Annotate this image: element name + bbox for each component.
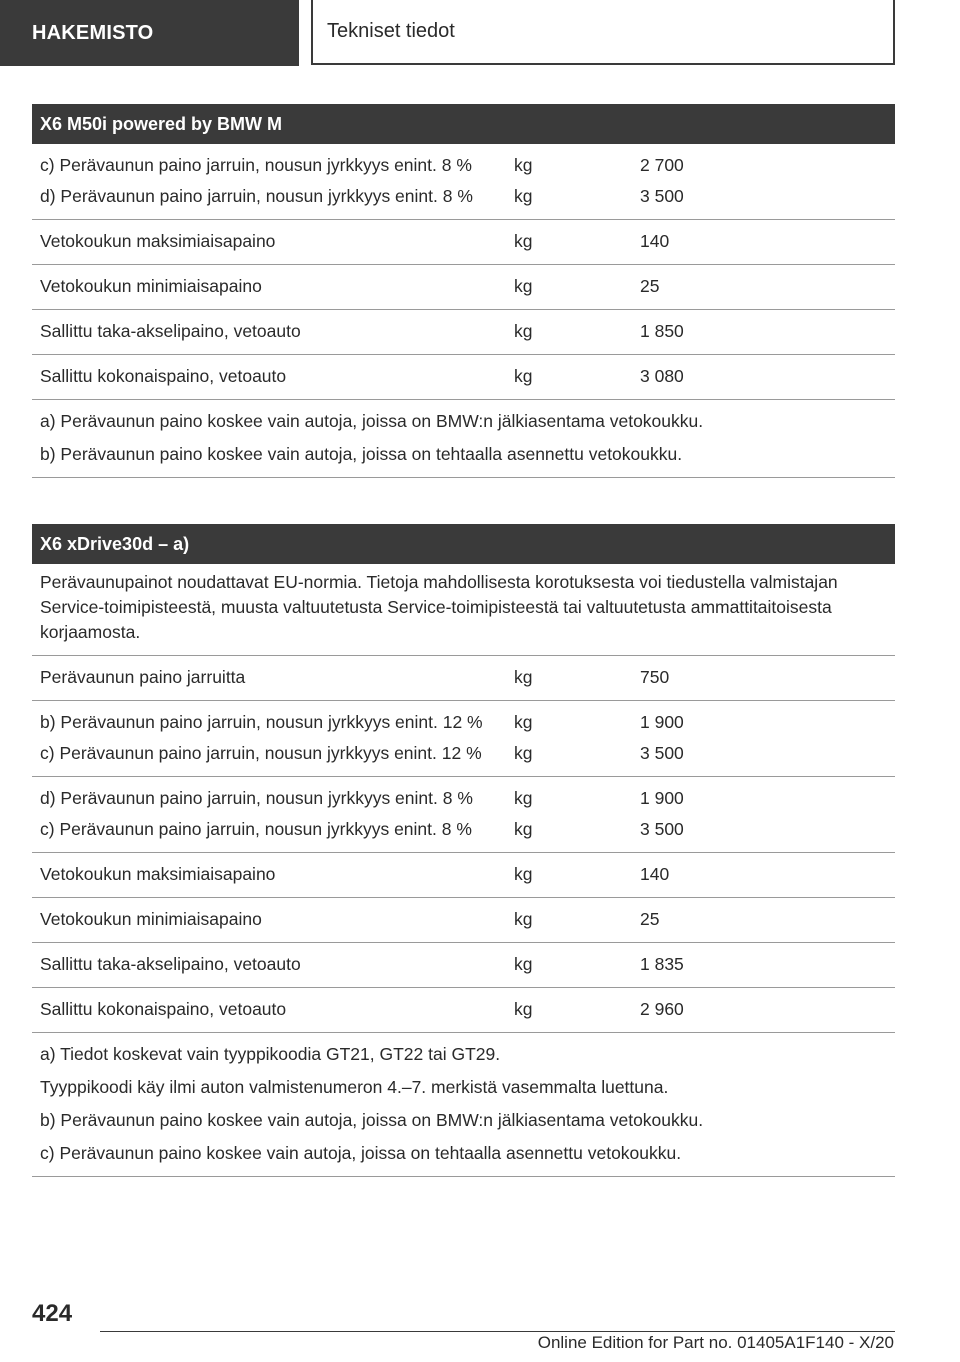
value-text: 1 900 (640, 788, 684, 808)
unit-text: kg (514, 155, 533, 175)
unit-text: kg (514, 864, 533, 884)
row-label (32, 777, 514, 852)
row-value (640, 701, 895, 776)
table-notes (32, 1033, 895, 1177)
label-text: Vetokoukun maksimiaisapaino (40, 864, 276, 884)
table-row (32, 265, 895, 310)
value-text: 2 960 (640, 999, 684, 1019)
unit-text: kg (514, 788, 533, 808)
unit-text: kg (514, 954, 533, 974)
table-row (32, 777, 895, 853)
table-row (32, 355, 895, 400)
row-unit (514, 701, 640, 776)
table-rows (32, 656, 895, 1033)
label-text: c) Perävaunun paino jarruin, nousun jyrkkyys enint. 12 % (40, 743, 482, 763)
label-text: d) Perävaunun paino jarruin, nousun jyrkkyys enint. 8 % (40, 788, 473, 808)
value-text: 140 (640, 231, 670, 251)
row-value (640, 355, 895, 399)
value-text: 25 (640, 909, 660, 929)
footer-divider (100, 1331, 895, 1332)
value-text: 140 (640, 864, 670, 884)
row-label (32, 355, 514, 399)
label-text: Perävaunun paino jarruitta (40, 667, 246, 687)
table-row (32, 943, 895, 988)
spec-table-x6-m50i (32, 104, 895, 478)
top-bar (0, 0, 960, 66)
label-text: c) Perävaunun paino jarruin, nousun jyrkkyys enint. 8 % (40, 155, 472, 175)
value-text: 3 500 (640, 186, 684, 206)
row-value (640, 853, 895, 897)
row-unit (514, 265, 640, 309)
row-label (32, 943, 514, 987)
table-row (32, 853, 895, 898)
row-unit (514, 656, 640, 700)
table-intro: Perävaunupainot noudattavat EU-normia. Tietoja mahdollisesta korotuksesta voi tiedustella valmistajan Service-toimipisteestä, muusta valtuutetusta Service-toimipisteestä tai valtuutetusta ammattitaitoisesta korjaamosta. (32, 564, 895, 656)
value-text: 25 (640, 276, 660, 296)
row-value (640, 898, 895, 942)
index-tab[interactable]: HAKEMISTO (0, 0, 299, 66)
label-text: Sallittu taka-akselipaino, vetoauto (40, 954, 301, 974)
table-title: X6 xDrive30d – a) (32, 524, 895, 564)
footnote: b) Perävaunun paino koskee vain autoja, joissa on tehtaalla asennettu vetokoukku. (40, 444, 683, 464)
value-text: 750 (640, 667, 670, 687)
unit-text: kg (514, 999, 533, 1019)
footnote: Tyyppikoodi käy ilmi auton valmistenumeron 4.–7. merkistä vasemmalta luettuna. (40, 1077, 669, 1097)
table-row (32, 656, 895, 701)
value-text: 3 500 (640, 819, 684, 839)
label-text: Sallittu kokonaispaino, vetoauto (40, 366, 287, 386)
label-text: Vetokoukun maksimiaisapaino (40, 231, 276, 251)
row-value (640, 656, 895, 700)
label-text: Vetokoukun minimiaisapaino (40, 276, 262, 296)
footnote: a) Tiedot koskevat vain tyyppikoodia GT21, GT22 tai GT29. (40, 1044, 501, 1064)
row-unit (514, 144, 640, 219)
table-row (32, 898, 895, 943)
footnote: b) Perävaunun paino koskee vain autoja, joissa on BMW:n jälkiasentama vetokoukku. (40, 1110, 704, 1130)
row-label (32, 898, 514, 942)
table-row (32, 310, 895, 355)
table-row (32, 701, 895, 777)
table-row (32, 988, 895, 1033)
value-text: 1 850 (640, 321, 684, 341)
row-unit (514, 943, 640, 987)
table-notes (32, 400, 895, 478)
page-number: 424 (32, 1300, 73, 1327)
row-label (32, 701, 514, 776)
table-row (32, 220, 895, 265)
row-value (640, 310, 895, 354)
row-unit (514, 988, 640, 1032)
unit-text: kg (514, 667, 533, 687)
unit-text: kg (514, 276, 533, 296)
row-label (32, 220, 514, 264)
row-label (32, 853, 514, 897)
row-unit (514, 777, 640, 852)
row-value (640, 144, 895, 219)
row-value (640, 220, 895, 264)
footnote: c) Perävaunun paino koskee vain autoja, joissa on tehtaalla asennettu vetokoukku. (40, 1143, 682, 1163)
row-label (32, 988, 514, 1032)
row-label (32, 265, 514, 309)
unit-text: kg (514, 186, 533, 206)
edition-footer: Online Edition for Part no. 01405A1F140 - X/20 (537, 1333, 894, 1352)
row-value (640, 777, 895, 852)
label-text: c) Perävaunun paino jarruin, nousun jyrkkyys enint. 8 % (40, 819, 472, 839)
footnote: a) Perävaunun paino koskee vain autoja, joissa on BMW:n jälkiasentama vetokoukku. (40, 411, 704, 431)
label-text: b) Perävaunun paino jarruin, nousun jyrkkyys enint. 12 % (40, 712, 483, 732)
row-unit (514, 898, 640, 942)
row-value (640, 943, 895, 987)
row-label (32, 656, 514, 700)
row-unit (514, 220, 640, 264)
unit-text: kg (514, 321, 533, 341)
label-text: Sallittu kokonaispaino, vetoauto (40, 999, 287, 1019)
unit-text: kg (514, 366, 533, 386)
row-unit (514, 853, 640, 897)
value-text: 2 700 (640, 155, 684, 175)
unit-text: kg (514, 819, 533, 839)
unit-text: kg (514, 743, 533, 763)
row-unit (514, 310, 640, 354)
unit-text: kg (514, 231, 533, 251)
value-text: 1 900 (640, 712, 684, 732)
label-text: Vetokoukun minimiaisapaino (40, 909, 262, 929)
row-value (640, 265, 895, 309)
table-row (32, 144, 895, 220)
value-text: 3 500 (640, 743, 684, 763)
row-label (32, 144, 514, 219)
value-text: 1 835 (640, 954, 684, 974)
table-title: X6 M50i powered by BMW M (32, 104, 895, 144)
table-rows (32, 144, 895, 400)
row-value (640, 988, 895, 1032)
label-text: Sallittu taka-akselipaino, vetoauto (40, 321, 301, 341)
label-text: d) Perävaunun paino jarruin, nousun jyrkkyys enint. 8 % (40, 186, 473, 206)
section-title-tab: Tekniset tiedot (311, 0, 895, 65)
row-label (32, 310, 514, 354)
unit-text: kg (514, 909, 533, 929)
value-text: 3 080 (640, 366, 684, 386)
row-unit (514, 355, 640, 399)
unit-text: kg (514, 712, 533, 732)
spec-table-x6-xdrive30d (32, 524, 895, 1177)
